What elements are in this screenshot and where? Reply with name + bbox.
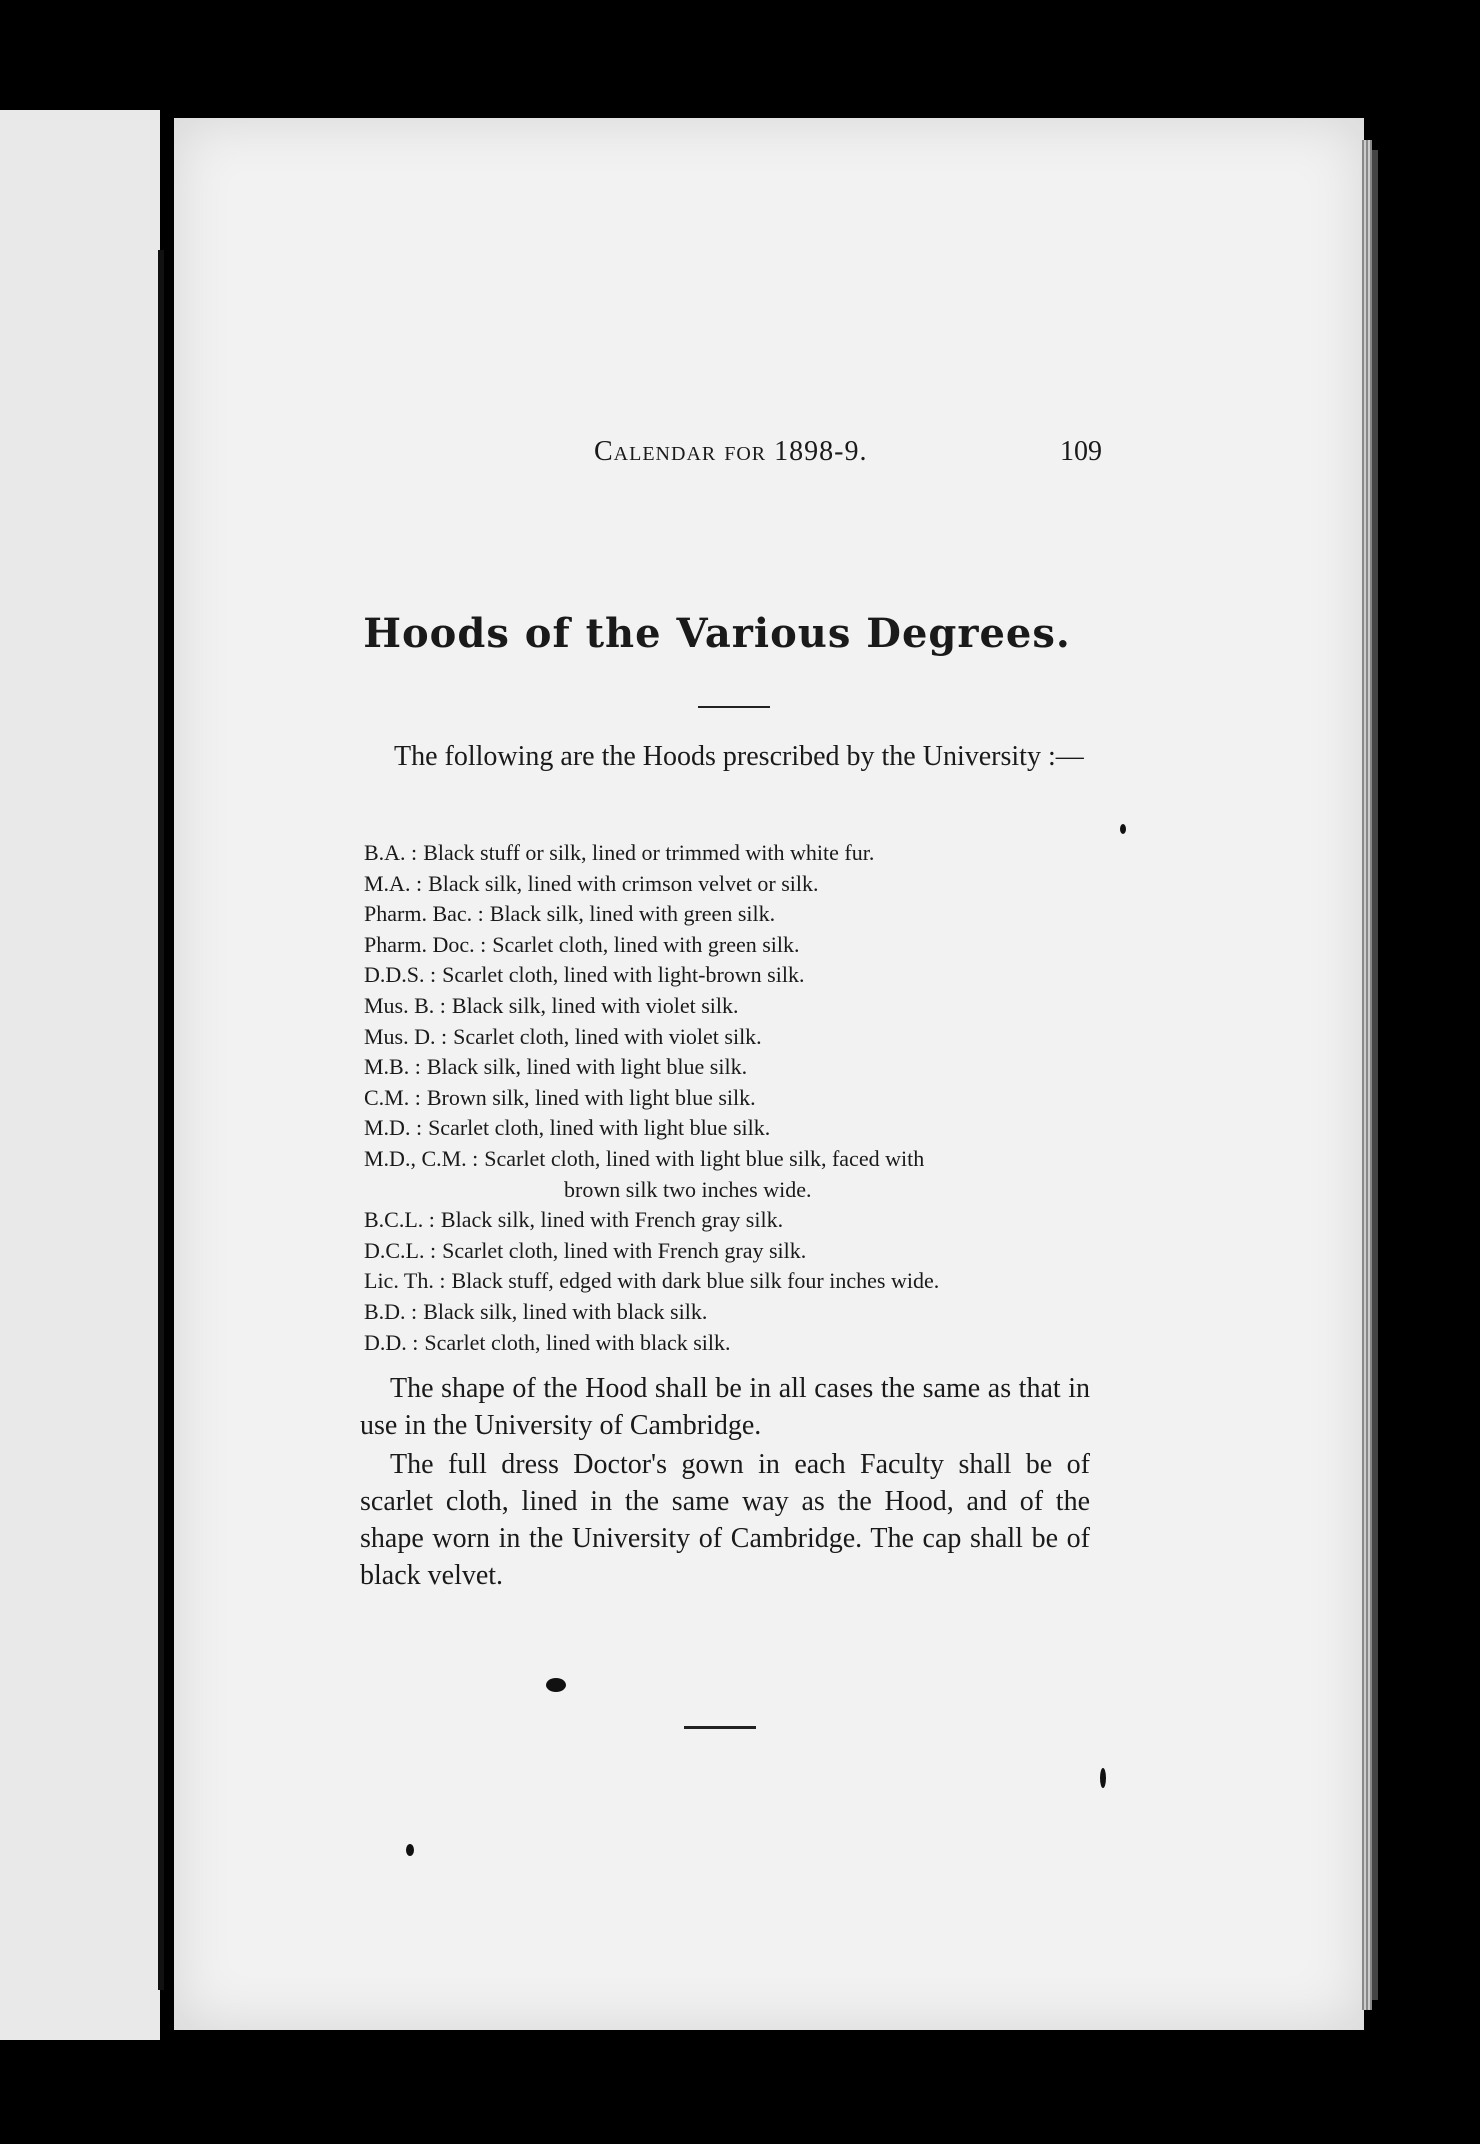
hood-row-continuation: [364, 1175, 1124, 1206]
hood-shape-paragraph: [360, 1370, 1090, 1444]
hood-list: [364, 838, 1124, 1358]
paragraph-text: The shape of the Hood shall be in all cases the same as that in use in the University of Cambridge.: [360, 1373, 1090, 1441]
hood-row: [364, 1113, 1124, 1144]
hood-description: Black silk, lined with French gray silk.: [440, 1207, 784, 1233]
hood-degree: B.A. :: [364, 840, 418, 865]
ink-speck: [1120, 824, 1126, 834]
paragraph-text: The full dress Doctor's gown in each Faculty shall be of scarlet cloth, lined in the same way as the Hood, and of the shape worn in the University of Cambridge. The cap shall be of black velvet.: [360, 1449, 1090, 1591]
hood-row: [364, 1052, 1124, 1083]
hood-degree: Mus. B. :: [364, 992, 446, 1018]
hood-degree: Mus. D. :: [364, 1023, 448, 1049]
hood-row: [364, 1236, 1124, 1267]
hood-description: Black silk, lined with green silk.: [489, 901, 776, 927]
hood-degree: M.A. :: [364, 870, 423, 896]
hood-row: [364, 1022, 1124, 1053]
hood-row: [364, 899, 1124, 930]
hood-description: Scarlet cloth, lined with green silk.: [492, 931, 800, 957]
hood-description: Scarlet cloth, lined with violet silk.: [453, 1023, 762, 1049]
hood-degree: C.M. :: [364, 1084, 421, 1110]
page-number: 109: [1060, 436, 1102, 467]
gown-paragraph: [360, 1446, 1090, 1594]
page-edge-shadow: [1372, 150, 1378, 2000]
hood-row: [364, 1083, 1124, 1114]
hood-row: [364, 1144, 1124, 1175]
hood-description: Scarlet cloth, lined with French gray silk.: [442, 1237, 807, 1263]
book-spine: [158, 250, 164, 1990]
hood-degree: B.C.L. :: [364, 1207, 435, 1233]
hood-description: Scarlet cloth, lined with light blue silk.: [428, 1115, 771, 1141]
hood-degree: M.B. :: [364, 1054, 421, 1080]
hood-description: Black silk, lined with crimson velvet or silk.: [428, 870, 819, 896]
hood-description: Black stuff or silk, lined or trimmed with white fur.: [423, 840, 875, 865]
ink-speck: [406, 1844, 414, 1856]
hood-degree: D.C.L. :: [364, 1237, 437, 1263]
hood-description: Scarlet cloth, lined with light blue silk, faced with: [484, 1145, 925, 1171]
hood-row: [364, 1297, 1124, 1328]
hood-description: Black silk, lined with violet silk.: [451, 992, 739, 1018]
hood-degree: Pharm. Bac. :: [364, 901, 484, 927]
hood-row: [364, 838, 1124, 869]
page-edge: [1362, 140, 1372, 2010]
hood-description: Scarlet cloth, lined with black silk.: [424, 1329, 731, 1355]
hood-row: [364, 930, 1124, 961]
hood-row: [364, 991, 1124, 1022]
ink-speck: [1100, 1768, 1106, 1788]
hood-degree: Pharm. Doc. :: [364, 931, 487, 957]
hood-degree: Lic. Th. :: [364, 1268, 446, 1294]
hood-degree: D.D. :: [364, 1329, 419, 1355]
facing-page: [0, 110, 160, 2040]
hood-description: Black stuff, edged with dark blue silk four inches wide.: [451, 1268, 940, 1294]
ink-speck: [546, 1678, 566, 1692]
page-title: Hoods of the Various Degrees.: [363, 610, 1071, 657]
hood-description: brown silk two inches wide.: [564, 1176, 812, 1202]
page-header: [174, 436, 1364, 486]
hood-row: [364, 1266, 1124, 1297]
hood-degree: M.D. :: [364, 1115, 423, 1141]
end-rule: [684, 1726, 756, 1729]
running-head: Calendar for 1898-9.: [594, 436, 868, 467]
hood-row: [364, 1328, 1124, 1359]
hood-degree: D.D.S. :: [364, 962, 437, 988]
hood-row: [364, 1205, 1124, 1236]
page: [174, 118, 1364, 2030]
hood-description: Brown silk, lined with light blue silk.: [426, 1084, 756, 1110]
hood-degree: M.D., C.M. :: [364, 1145, 479, 1171]
intro-paragraph: The following are the Hoods prescribed by the University :—: [394, 741, 1084, 772]
hood-row: [364, 869, 1124, 900]
title-rule: [698, 706, 770, 708]
hood-row: [364, 960, 1124, 991]
hood-description: Black silk, lined with light blue silk.: [426, 1054, 748, 1080]
hood-description: Scarlet cloth, lined with light-brown silk.: [442, 962, 805, 988]
hood-degree: B.D. :: [364, 1298, 418, 1324]
hood-description: Black silk, lined with black silk.: [423, 1298, 708, 1324]
